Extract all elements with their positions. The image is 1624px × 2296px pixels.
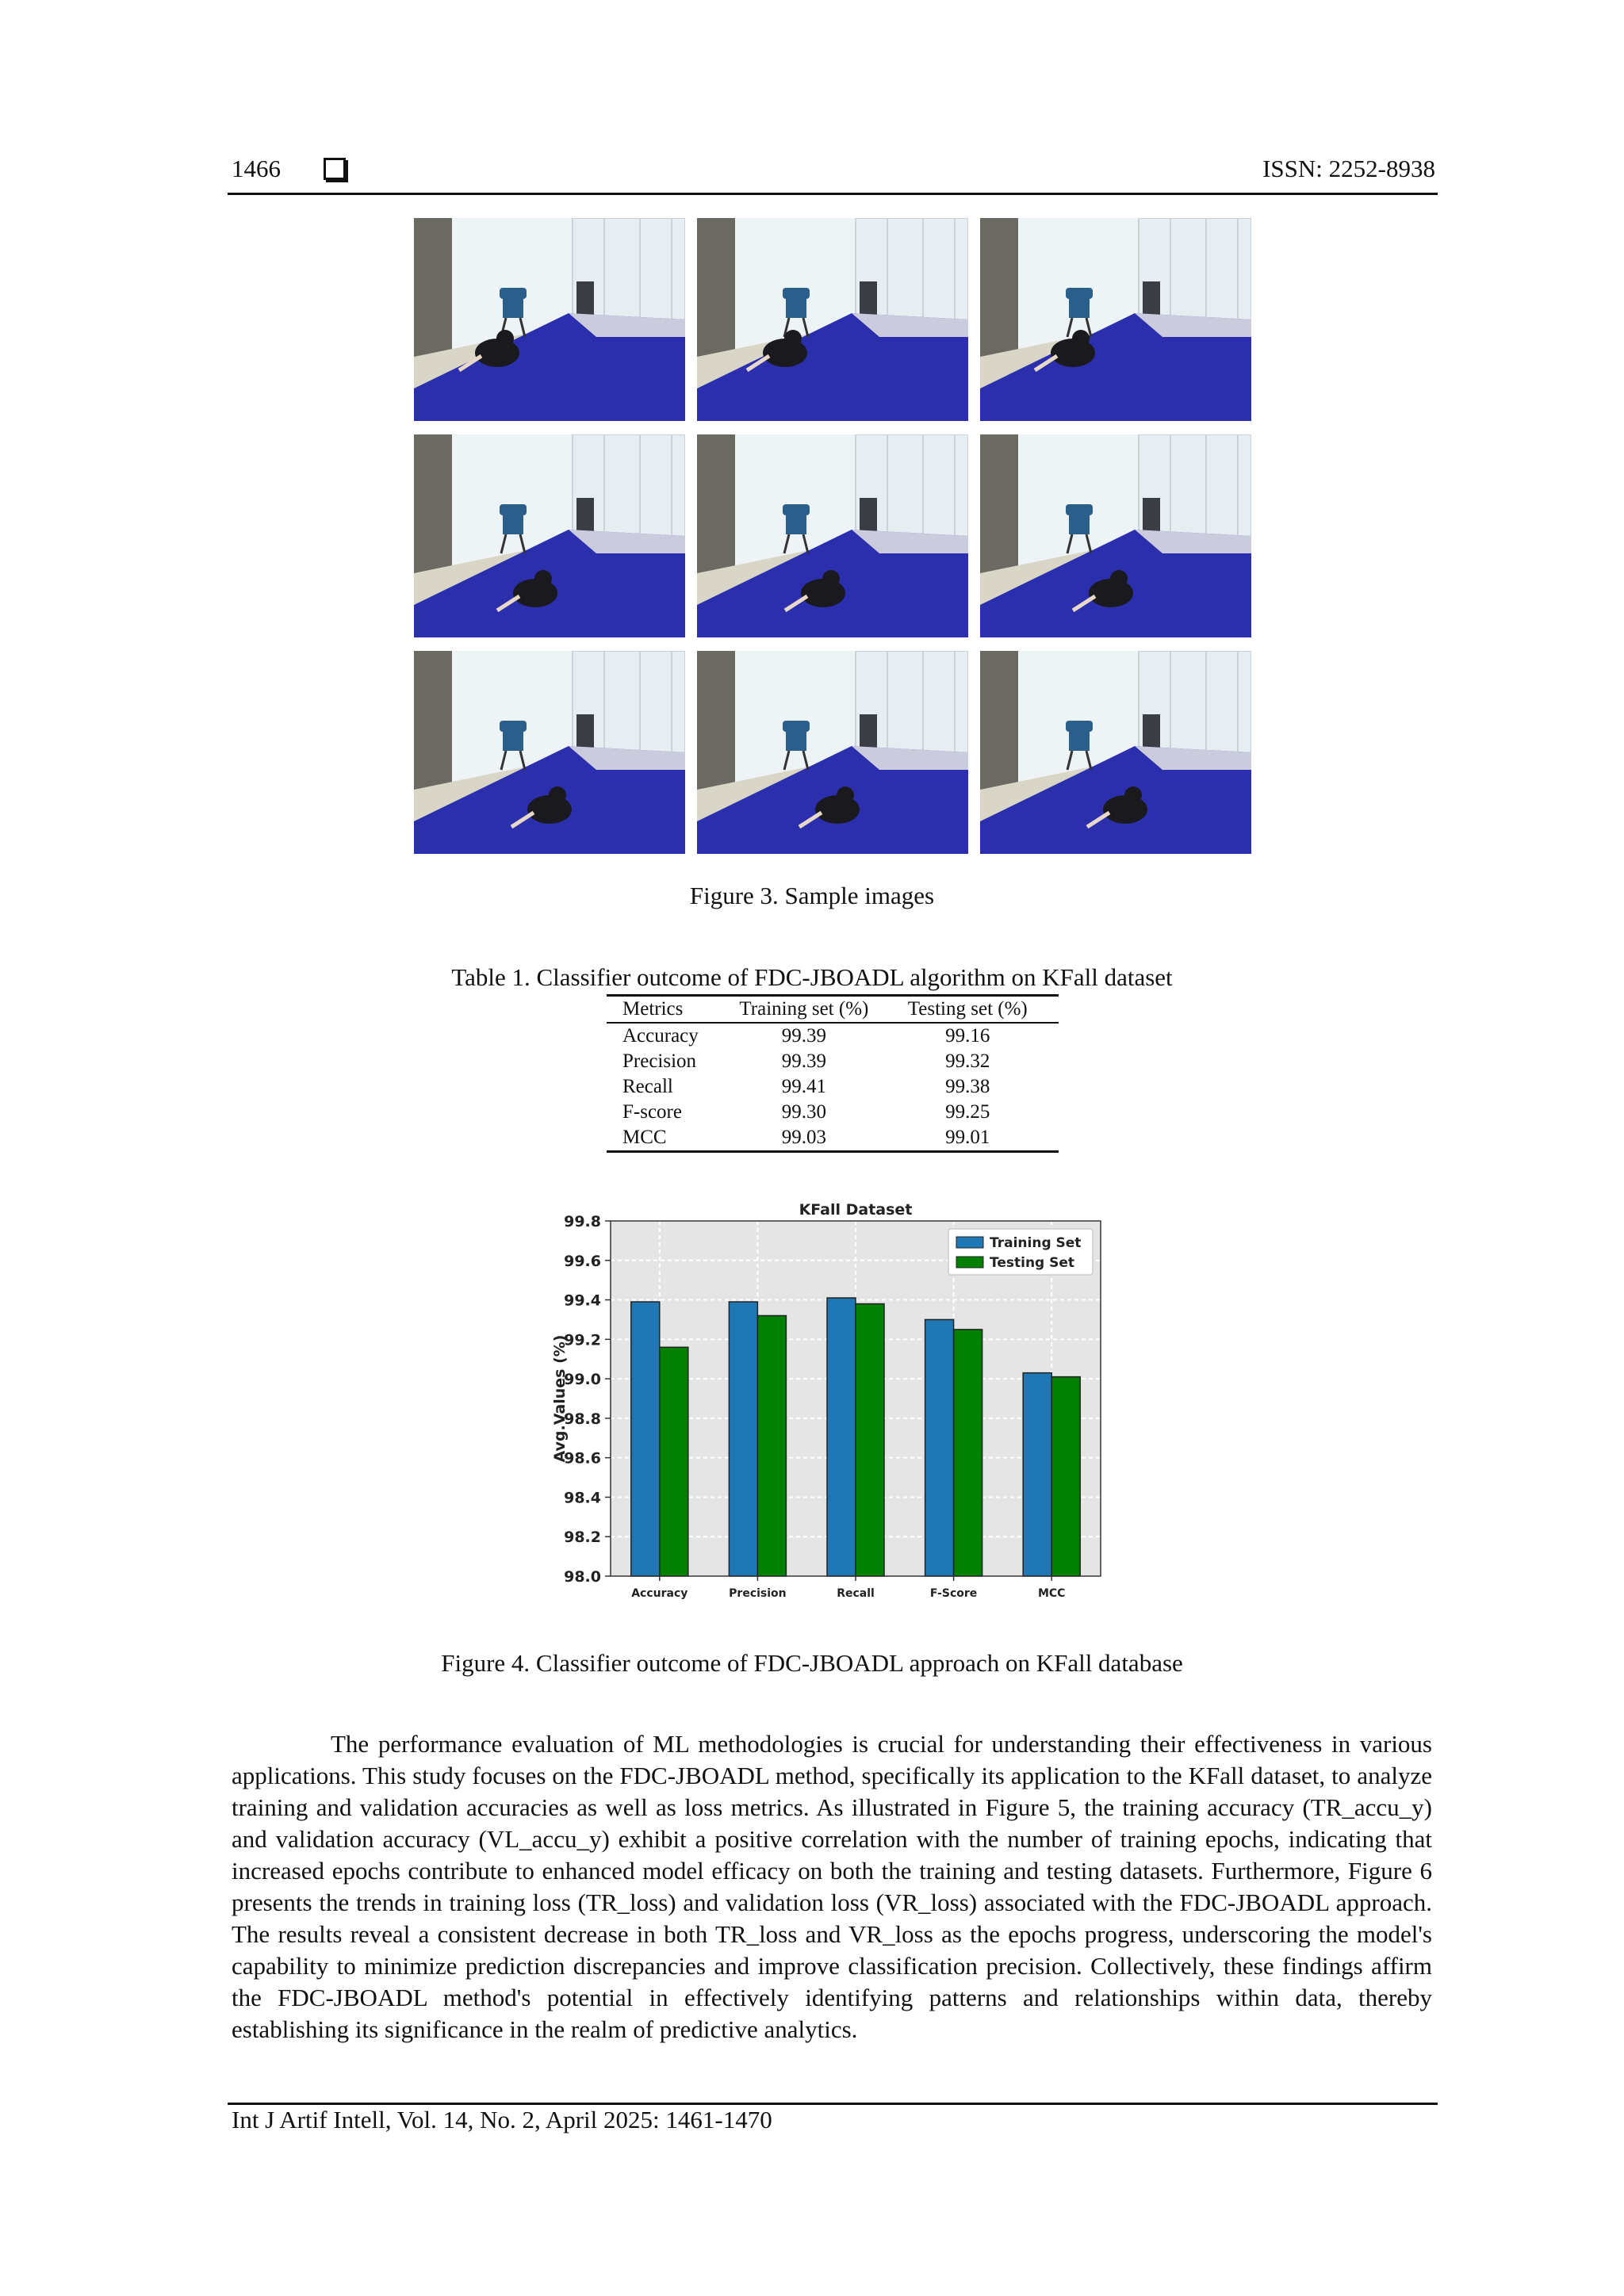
- x-tick-label: MCC: [1037, 1587, 1066, 1600]
- page-header: [232, 155, 1435, 194]
- sample-image: [414, 434, 685, 637]
- bar-testing-set: [856, 1304, 884, 1576]
- y-tick-label: 99.2: [564, 1331, 601, 1349]
- sample-image: [980, 651, 1251, 854]
- y-tick-label: 99.4: [564, 1292, 601, 1310]
- legend-swatch: [956, 1237, 983, 1248]
- table-row: [607, 1074, 1059, 1100]
- y-axis-label: Avg.Values (%): [551, 1334, 569, 1463]
- table-row: [607, 1023, 1059, 1049]
- square-bullet-icon: [324, 158, 346, 180]
- legend-label: Training Set: [990, 1235, 1082, 1251]
- issn-label: ISSN: 2252-8938: [1262, 155, 1435, 182]
- table-cell: 99.38: [945, 1076, 990, 1097]
- bar-training-set: [1023, 1373, 1051, 1576]
- table-row: [607, 1100, 1059, 1125]
- table-cell: 99.16: [945, 1025, 990, 1047]
- y-tick-label: 98.2: [564, 1529, 601, 1547]
- sample-image: [697, 651, 968, 854]
- table1-caption: Table 1. Classifier outcome of FDC-JBOADL algorithm on KFall dataset: [451, 963, 1173, 991]
- x-tick-label: Precision: [729, 1587, 787, 1600]
- table-cell: 99.03: [731, 1125, 876, 1152]
- table-cell: Precision: [622, 1050, 697, 1072]
- table-header-cell: Training set (%): [731, 996, 876, 1024]
- bar-testing-set: [954, 1330, 982, 1576]
- legend-label: Testing Set: [990, 1255, 1075, 1271]
- table-cell: 99.39: [781, 1025, 826, 1047]
- table-cell: 99.32: [945, 1050, 990, 1072]
- table-cell: 99.01: [877, 1125, 1059, 1152]
- sample-image: [414, 651, 685, 854]
- chart-title: KFall Dataset: [799, 1201, 913, 1219]
- bar-testing-set: [660, 1347, 688, 1576]
- sample-images-grid: [414, 218, 1251, 854]
- y-tick-label: 99.0: [564, 1371, 601, 1389]
- bar-training-set: [631, 1302, 660, 1576]
- y-tick-label: 98.6: [564, 1449, 601, 1468]
- sample-image: [697, 434, 968, 637]
- table-cell: F-score: [622, 1101, 682, 1123]
- table-header-row: [607, 996, 1059, 1024]
- table-cell: 99.30: [781, 1101, 826, 1123]
- table-cell: Recall: [622, 1076, 673, 1097]
- y-tick-label: 99.8: [564, 1213, 601, 1230]
- bar-testing-set: [1051, 1377, 1080, 1576]
- x-tick-label: Accuracy: [631, 1587, 688, 1600]
- table-cell: 99.41: [781, 1076, 826, 1097]
- table-cell: Accuracy: [622, 1025, 699, 1047]
- chart-svg: [547, 1196, 1118, 1624]
- sample-image: [414, 218, 685, 421]
- page-number: 1466: [232, 155, 281, 182]
- table-header-cell: Testing set (%): [877, 996, 1059, 1024]
- table-row: [607, 1049, 1059, 1074]
- x-tick-label: F-Score: [929, 1587, 978, 1600]
- bar-training-set: [925, 1319, 954, 1576]
- x-tick-label: Recall: [837, 1587, 875, 1600]
- table-row: [607, 1125, 1059, 1152]
- bar-training-set: [827, 1298, 856, 1576]
- y-tick-label: 98.0: [564, 1568, 601, 1586]
- bar-training-set: [729, 1302, 757, 1576]
- y-tick-label: 98.4: [564, 1489, 601, 1507]
- footer-rule: [228, 2103, 1438, 2105]
- bar-testing-set: [757, 1315, 786, 1576]
- y-tick-label: 99.6: [564, 1252, 601, 1270]
- figure3-caption: Figure 3. Sample images: [689, 882, 935, 909]
- y-tick-label: 98.8: [564, 1410, 601, 1428]
- table-cell: MCC: [607, 1125, 731, 1152]
- figure4-caption: Figure 4. Classifier outcome of FDC-JBOADL approach on KFall database: [441, 1649, 1183, 1677]
- legend-swatch: [956, 1257, 983, 1268]
- table-cell: 99.39: [781, 1050, 826, 1072]
- results-table: [607, 994, 1059, 1153]
- sample-image: [980, 218, 1251, 421]
- sample-image: [980, 434, 1251, 637]
- body-paragraph: [232, 1728, 1432, 2045]
- body-text: The performance evaluation of ML methodologies is crucial for understanding their effectiveness in various applications. This study focuses on the FDC-JBOADL method, specifically its application to the KFall dataset, to analyze training and validation accuracies as well as loss metrics. As illustrated in Figure 5, the training accuracy (TR_accu_y) and validation accuracy (VL_accu_y) exhibit a positive correlation with the number of training epochs, indicating that increased epochs contribute to enhanced model efficacy on both the training and testing datasets. Furthermore, Figure 6 presents the trends in training loss (TR_loss) and validation loss (VR_loss) associated with the FDC-JBOADL approach. The results reveal a consistent decrease in both TR_loss and VR_loss as the epochs progress, underscoring the model's capability to minimize prediction discrepancies and improve classification precision. Collectively, these findings affirm the FDC-JBOADL method's potential in effectively identifying patterns and relationships within data, thereby establishing its significance in the realm of predictive analytics.: [232, 1730, 1432, 2043]
- sample-image: [697, 218, 968, 421]
- table-cell: 99.25: [945, 1101, 990, 1123]
- header-rule: [228, 193, 1438, 195]
- table-header-cell: Metrics: [607, 996, 731, 1024]
- kfall-bar-chart: [547, 1196, 1118, 1624]
- footer-citation: Int J Artif Intell, Vol. 14, No. 2, April 2025: 1461-1470: [232, 2106, 772, 2133]
